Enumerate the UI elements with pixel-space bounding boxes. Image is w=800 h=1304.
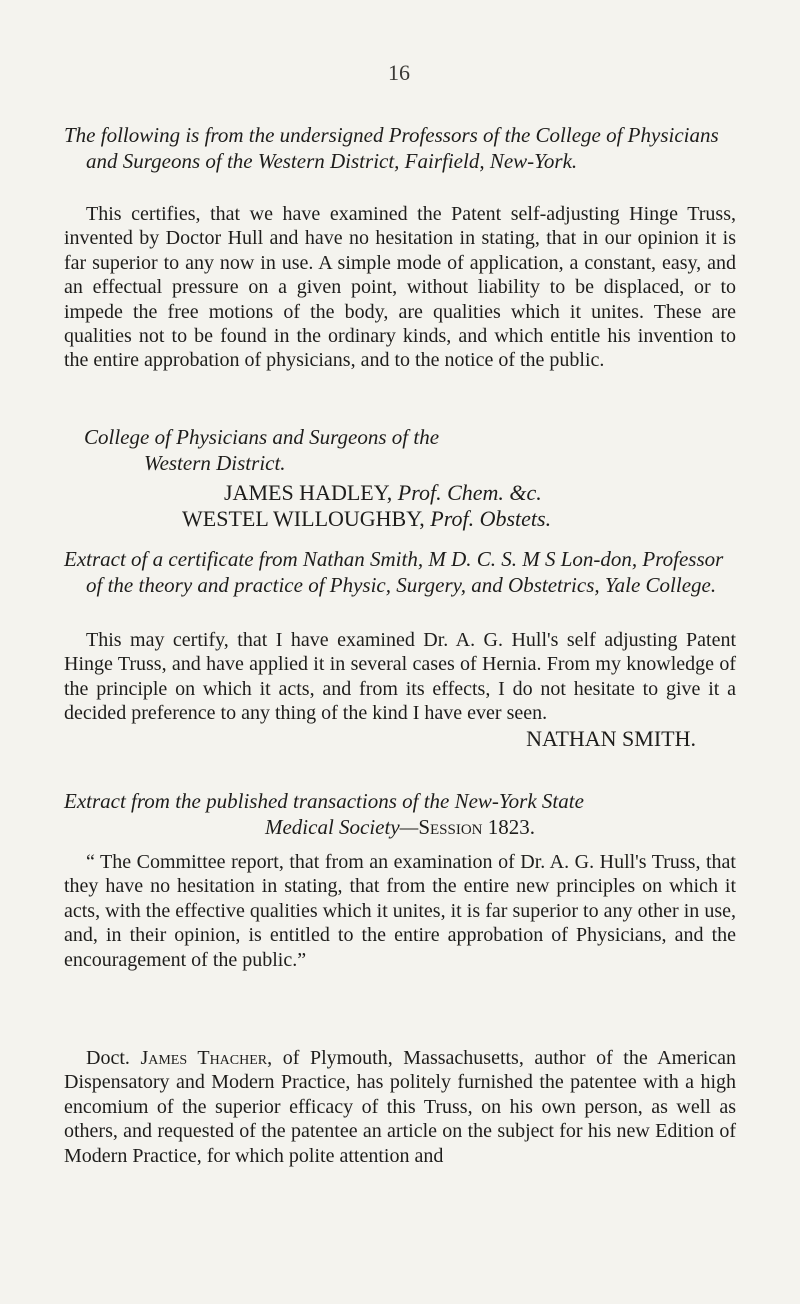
professors-heading: The following is from the undersigned Professors of the College of Physicians and Surgeons of the Western District, Fairfield, New-York. [64, 123, 719, 173]
certificate-paragraph: This certifies, that we have examined the Patent self-adjusting Hinge Truss, invented by Doctor Hull and have no hesitation in stating, that in our opinion it is far superior to any now in use. A simple mode of application, a constant, easy, and an effectual pressure on a given point, without liability to be displaced, or to impede the free motions of the body, are qualities which it unites. These are qualities not to be found in the ordinary kinds, and which entitle his invention to the entire approbation of physicians, and to the notice of the public. [64, 203, 736, 372]
thacher-paragraph: Doct. James Thacher, of Plymouth, Massachusetts, author of the American Dispensatory and Modern Practice, has politely furnished the patentee with a high encomium of the superior efficacy of this Truss, on his own person, as well as others, and requested of the patentee an article on the subject for his new Edition of Modern Practice, for which polite attention and [64, 1047, 737, 1167]
smith-extract-heading: Extract of a certificate from Nathan Smith, M D. C. S. M S Lon-don, Professor of the theory and practice of Physic, Surgery, and Obstetrics, Yale College. [64, 547, 724, 597]
signer-hadley: JAMES HADLEY, Prof. Chem. &c. [224, 480, 542, 505]
committee-report-paragraph: “ The Committee report, that from an examination of Dr. A. G. Hull's Truss, that they have no hesitation in stating, that from the entire new principles on which it acts, with the effective qualities which it unites, it is far superior to any other in use, and, in their opinion, is entitled to the entire approbation of Physicians, and the encouragement of the public.” [64, 851, 736, 971]
smith-signature: NATHAN SMITH. [526, 725, 696, 751]
college-signature-block [64, 424, 736, 532]
college-name-line2: Western District. [144, 451, 286, 475]
signer-willoughby: WESTEL WILLOUGHBY, Prof. Obstets. [182, 506, 552, 531]
society-heading-line2: Medical Society—Session 1823. [264, 815, 536, 839]
smith-certificate: This may certify, that I have examined Dr. A. G. Hull's self adjusting Patent Hinge Truss, and have applied it in several cases of Hernia. From my knowledge of the principle on which it acts, and from its effects, I do not hesitate to give it a decided preference to any thing of the kind I have ever seen. NATHAN SMITH. [64, 629, 736, 751]
page-number: 16 [388, 60, 410, 85]
college-name-line1: College of Physicians and Surgeons of the [84, 425, 440, 449]
society-extract-heading [64, 788, 736, 840]
society-heading-line1: Extract from the published transactions of the New-York State [64, 789, 584, 813]
